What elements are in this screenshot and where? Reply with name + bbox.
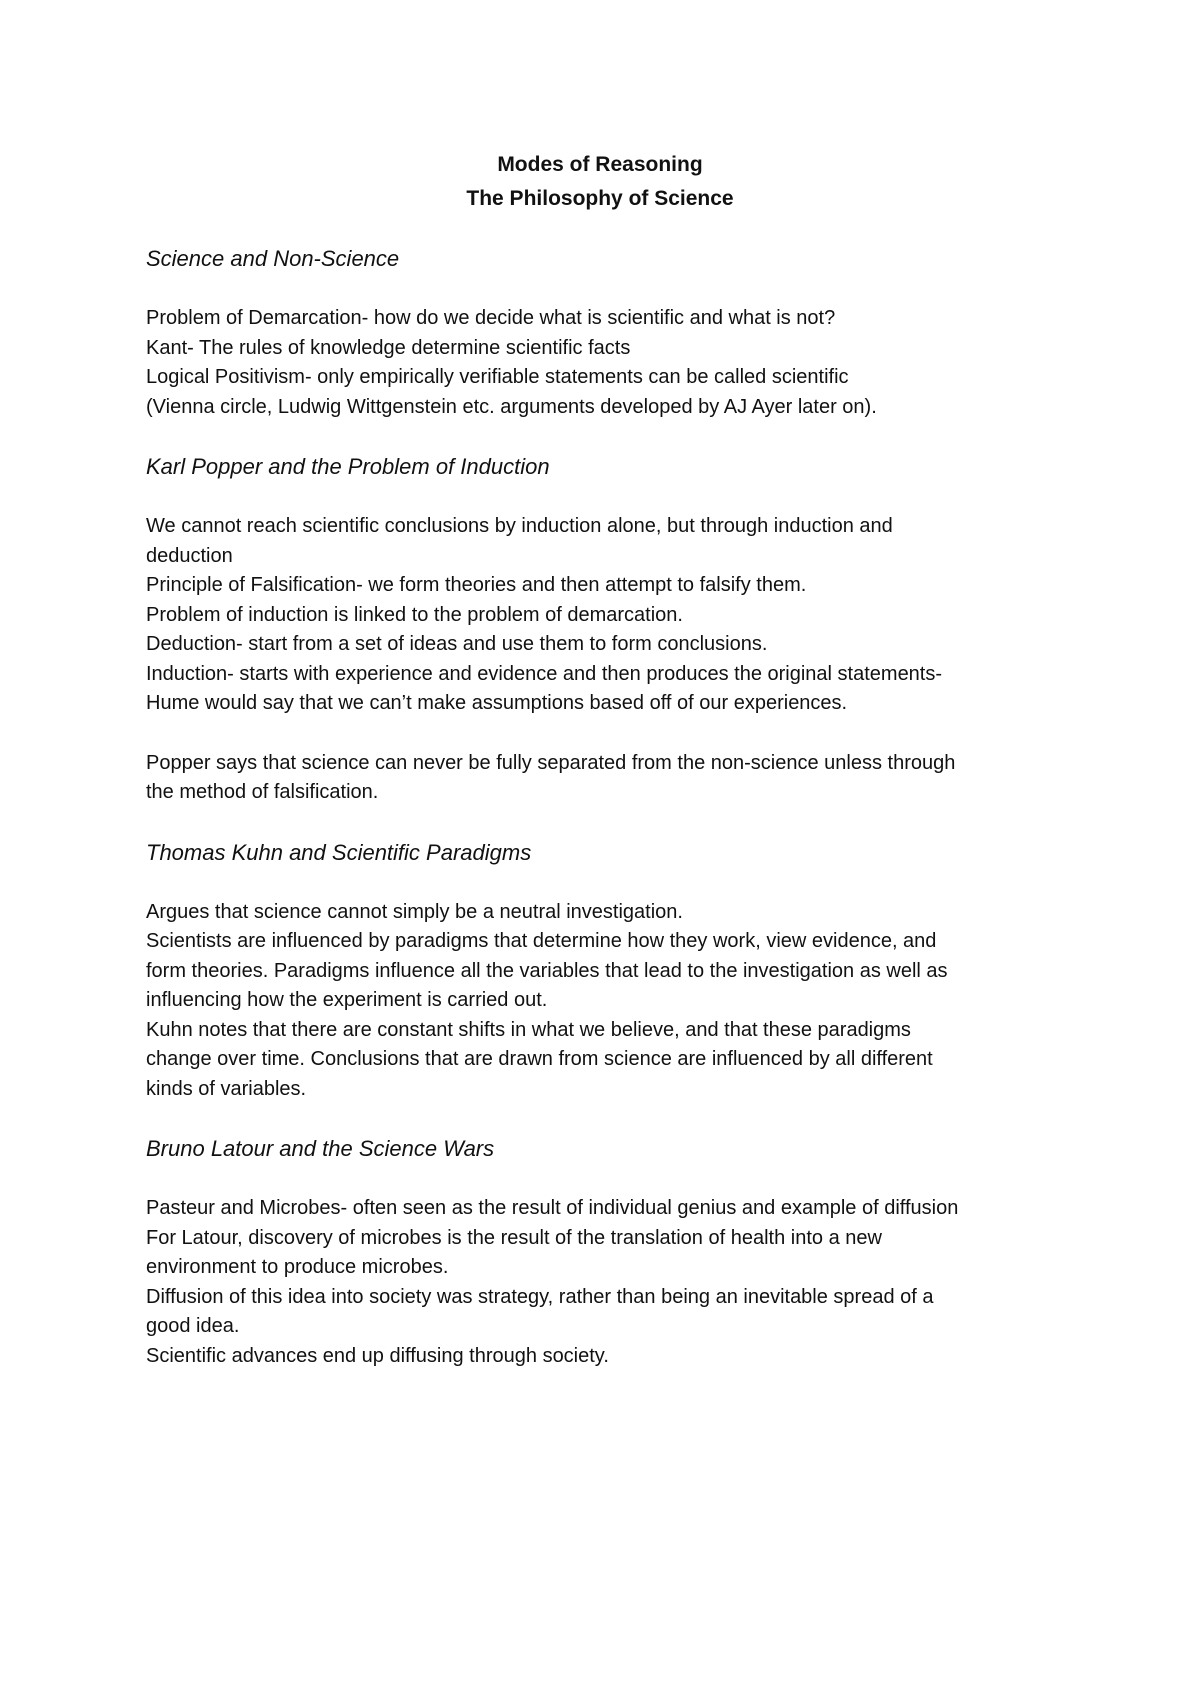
- document-subtitle: The Philosophy of Science: [466, 187, 734, 210]
- text-line: Deduction- start from a set of ideas and use them to form conclusions.: [146, 633, 768, 655]
- document-content: [146, 148, 1076, 1371]
- paragraph: [146, 512, 1076, 719]
- paragraph: [146, 304, 1076, 422]
- text-line: (Vienna circle, Ludwig Wittgenstein etc. arguments developed by AJ Ayer later on).: [146, 395, 877, 418]
- text-line: Argues that science cannot simply be a neutral investigation.: [146, 900, 683, 923]
- paragraph: [146, 898, 1076, 1105]
- paragraph: [146, 749, 1076, 808]
- text-line: Scientists are influenced by paradigms that determine how they work, view evidence, and: [146, 930, 937, 952]
- text-line: environment to produce microbes.: [146, 1256, 449, 1278]
- section-popper-induction: [146, 452, 1076, 808]
- text-line: the method of falsification.: [146, 781, 379, 803]
- text-line: change over time. Conclusions that are drawn from science are influenced by all different: [146, 1048, 933, 1070]
- title-block: [0, 148, 1200, 216]
- text-line: Problem of induction is linked to the problem of demarcation.: [146, 603, 683, 626]
- text-line: For Latour, discovery of microbes is the result of the translation of health into a new: [146, 1226, 882, 1249]
- text-line: kinds of variables.: [146, 1077, 307, 1100]
- spacer: [146, 1104, 1076, 1134]
- text-line: Kuhn notes that there are constant shifts in what we believe, and that these paradigms: [146, 1018, 911, 1041]
- text-line: Induction- starts with experience and evidence and then produces the original statements-: [146, 662, 943, 685]
- spacer: [146, 719, 1076, 749]
- text-line: Hume would say that we can’t make assumptions based off of our experiences.: [146, 692, 848, 714]
- section-heading: Thomas Kuhn and Scientific Paradigms: [146, 839, 532, 865]
- section-kuhn-paradigms: [146, 838, 1076, 1105]
- section-science-non-science: [146, 244, 1076, 422]
- text-line: We cannot reach scientific conclusions by induction alone, but through induction and: [146, 515, 893, 537]
- text-line: Logical Positivism- only empirically verifiable statements can be called scientific: [146, 366, 849, 388]
- text-line: Kant- The rules of knowledge determine scientific facts: [146, 336, 631, 359]
- document-title: Modes of Reasoning: [497, 153, 703, 176]
- text-line: good idea.: [146, 1315, 240, 1337]
- section-heading: Karl Popper and the Problem of Induction: [146, 454, 550, 479]
- text-line: Principle of Falsification- we form theories and then attempt to falsify them.: [146, 574, 807, 596]
- spacer: [146, 808, 1076, 838]
- text-line: Pasteur and Microbes- often seen as the result of individual genius and example of diffusion: [146, 1197, 959, 1219]
- text-line: form theories. Paradigms influence all the variables that lead to the investigation as well as: [146, 959, 948, 982]
- spacer: [146, 422, 1076, 452]
- text-line: Problem of Demarcation- how do we decide what is scientific and what is not?: [146, 307, 836, 329]
- section-heading: Bruno Latour and the Science Wars: [146, 1136, 495, 1161]
- text-line: Popper says that science can never be fully separated from the non-science unless through: [146, 751, 956, 774]
- section-heading: Science and Non-Science: [146, 246, 400, 271]
- text-line: Diffusion of this idea into society was strategy, rather than being an inevitable spread of a: [146, 1285, 934, 1308]
- text-line: Scientific advances end up diffusing through society.: [146, 1344, 609, 1367]
- paragraph: [146, 1194, 1076, 1371]
- text-line: deduction: [146, 544, 233, 567]
- text-line: influencing how the experiment is carried out.: [146, 989, 548, 1011]
- section-latour-science-wars: [146, 1134, 1076, 1371]
